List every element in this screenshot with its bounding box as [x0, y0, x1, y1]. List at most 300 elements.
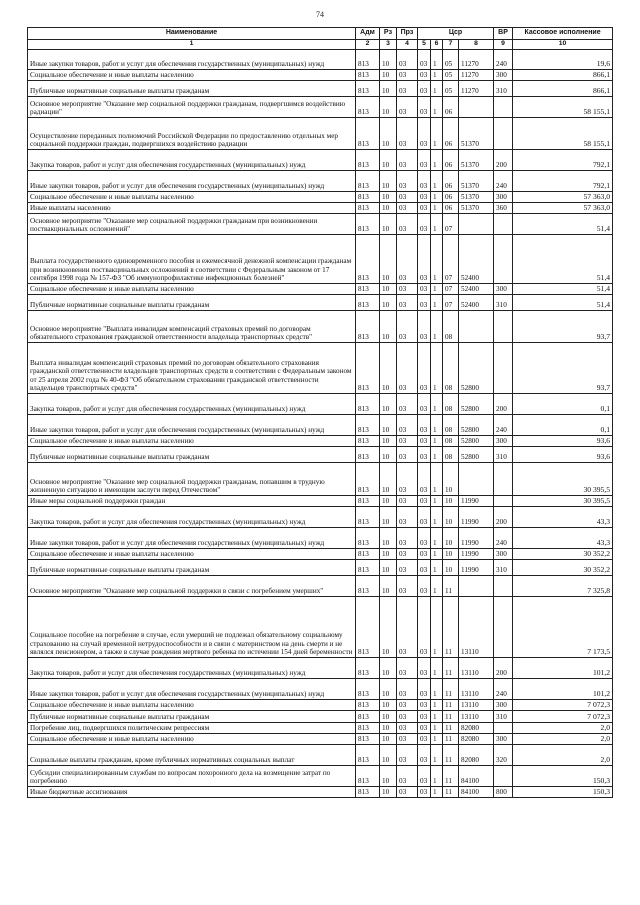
row-amount-cell: 792,1: [513, 171, 613, 192]
row-c2-cell: 1: [431, 415, 443, 436]
row-prz-cell: 03: [397, 284, 418, 295]
row-c2-cell: 1: [431, 284, 443, 295]
row-c4-cell: 84100: [459, 787, 494, 798]
row-amount-cell: 57 363,0: [513, 203, 613, 214]
row-amount-cell: 43,3: [513, 528, 613, 549]
row-c2-cell: 1: [431, 496, 443, 507]
row-c3-cell: 11: [443, 734, 459, 745]
row-amount-cell: 57 363,0: [513, 192, 613, 203]
row-adm-cell: 813: [356, 549, 380, 560]
row-prz-cell: 03: [397, 700, 418, 711]
row-rz-cell: 10: [380, 549, 397, 560]
row-c3-cell: 11: [443, 679, 459, 700]
row-rz-cell: 10: [380, 447, 397, 463]
column-number: 2: [356, 40, 380, 50]
table-row: [28, 463, 613, 496]
row-name-cell: Выплата инвалидам компенсаций страховых премий по договорам обязательного страхования гражданской ответственности владельцев транспортных средств в соответствии с Федеральным законом от 25 апреля 2002 года № 40-ФЗ "Об обязательном страховании гражданской ответственности владельцев транспортных средств": [28, 343, 356, 394]
row-amount-cell: 7 325,8: [513, 576, 613, 597]
row-c4-cell: 13110: [459, 711, 494, 723]
row-c1-cell: 03: [418, 560, 431, 576]
row-c2-cell: 1: [431, 118, 443, 150]
row-prz-cell: 03: [397, 394, 418, 415]
table-row: [28, 150, 613, 171]
row-rz-cell: 10: [380, 745, 397, 766]
row-name-cell: Закупка товаров, работ и услуг для обеспечения государственных (муниципальных) нужд: [28, 394, 356, 415]
row-vr-cell: [494, 311, 513, 343]
row-adm-cell: 813: [356, 50, 380, 70]
row-c1-cell: 03: [418, 787, 431, 798]
row-prz-cell: 03: [397, 118, 418, 150]
row-vr-cell: 300: [494, 700, 513, 711]
table-row: [28, 311, 613, 343]
row-c4-cell: 52800: [459, 343, 494, 394]
row-prz-cell: 03: [397, 787, 418, 798]
row-prz-cell: 03: [397, 597, 418, 658]
row-c3-cell: 10: [443, 560, 459, 576]
row-c3-cell: 05: [443, 70, 459, 81]
row-c4-cell: 11990: [459, 549, 494, 560]
row-vr-cell: 200: [494, 394, 513, 415]
table-row: [28, 528, 613, 549]
row-name-cell: Осуществление переданных полномочий Российской Федерации по предоставлению отдельных мер социальной поддержки граждан, подвергшихся воздействию радиации: [28, 118, 356, 150]
row-c2-cell: 1: [431, 235, 443, 284]
row-rz-cell: 10: [380, 81, 397, 97]
row-c2-cell: 1: [431, 447, 443, 463]
row-amount-cell: 30 352,2: [513, 549, 613, 560]
row-prz-cell: 03: [397, 560, 418, 576]
row-rz-cell: 10: [380, 97, 397, 118]
row-rz-cell: 10: [380, 787, 397, 798]
row-rz-cell: 10: [380, 171, 397, 192]
row-c2-cell: 1: [431, 150, 443, 171]
row-name-cell: Социальные выплаты гражданам, кроме публичных нормативных социальных выплат: [28, 745, 356, 766]
row-c3-cell: 05: [443, 50, 459, 70]
row-c4-cell: [459, 311, 494, 343]
row-rz-cell: 10: [380, 658, 397, 679]
header-prz: Прз: [397, 28, 418, 40]
row-c1-cell: 03: [418, 295, 431, 311]
row-c4-cell: 13110: [459, 597, 494, 658]
page-number: 74: [316, 10, 324, 19]
row-c3-cell: 11: [443, 766, 459, 787]
row-c1-cell: 03: [418, 81, 431, 97]
row-c3-cell: 08: [443, 343, 459, 394]
table-row: [28, 507, 613, 528]
table-row: [28, 679, 613, 700]
row-c2-cell: 1: [431, 70, 443, 81]
table-row: [28, 394, 613, 415]
row-c2-cell: 1: [431, 214, 443, 235]
row-c1-cell: 03: [418, 415, 431, 436]
table-row: [28, 295, 613, 311]
row-c4-cell: [459, 576, 494, 597]
row-adm-cell: 813: [356, 311, 380, 343]
column-number: 9: [494, 40, 513, 50]
row-adm-cell: 813: [356, 711, 380, 723]
row-c3-cell: 10: [443, 549, 459, 560]
row-c4-cell: 52800: [459, 415, 494, 436]
row-prz-cell: 03: [397, 658, 418, 679]
row-c1-cell: 03: [418, 528, 431, 549]
column-number: 8: [459, 40, 494, 50]
row-rz-cell: 10: [380, 295, 397, 311]
table-row: [28, 284, 613, 295]
row-adm-cell: 813: [356, 284, 380, 295]
row-c2-cell: 1: [431, 343, 443, 394]
row-c2-cell: 1: [431, 658, 443, 679]
row-amount-cell: 93,7: [513, 311, 613, 343]
row-c3-cell: 06: [443, 171, 459, 192]
row-c4-cell: 13110: [459, 658, 494, 679]
row-vr-cell: 300: [494, 734, 513, 745]
row-c4-cell: 52800: [459, 394, 494, 415]
row-rz-cell: 10: [380, 415, 397, 436]
row-c1-cell: 03: [418, 284, 431, 295]
row-amount-cell: 93,6: [513, 447, 613, 463]
row-c1-cell: 03: [418, 549, 431, 560]
row-c3-cell: 10: [443, 463, 459, 496]
row-c1-cell: 03: [418, 394, 431, 415]
row-c3-cell: 11: [443, 787, 459, 798]
row-c1-cell: 03: [418, 203, 431, 214]
row-c2-cell: 1: [431, 560, 443, 576]
row-prz-cell: 03: [397, 766, 418, 787]
row-name-cell: Основное мероприятие "Оказание мер социальной поддержки в связи с погребением умерших": [28, 576, 356, 597]
header-cash-execution: Кассовое исполнение: [513, 28, 613, 40]
header-rz: Рз: [380, 28, 397, 40]
row-amount-cell: 2,0: [513, 745, 613, 766]
table-row: [28, 203, 613, 214]
row-c4-cell: 82080: [459, 745, 494, 766]
row-name-cell: Публичные нормативные социальные выплаты гражданам: [28, 447, 356, 463]
row-c2-cell: 1: [431, 203, 443, 214]
row-amount-cell: 30 352,2: [513, 560, 613, 576]
row-prz-cell: 03: [397, 711, 418, 723]
row-prz-cell: 03: [397, 679, 418, 700]
row-c3-cell: 11: [443, 597, 459, 658]
row-rz-cell: 10: [380, 235, 397, 284]
row-adm-cell: 813: [356, 745, 380, 766]
row-c3-cell: 10: [443, 528, 459, 549]
row-name-cell: Социальное обеспечение и иные выплаты населению: [28, 70, 356, 81]
row-vr-cell: 200: [494, 507, 513, 528]
row-adm-cell: 813: [356, 415, 380, 436]
table-row: [28, 576, 613, 597]
row-c4-cell: 51370: [459, 171, 494, 192]
row-name-cell: Публичные нормативные социальные выплаты гражданам: [28, 81, 356, 97]
row-rz-cell: 10: [380, 734, 397, 745]
row-c3-cell: 06: [443, 203, 459, 214]
row-amount-cell: 866,1: [513, 81, 613, 97]
row-name-cell: Иные бюджетные ассигнования: [28, 787, 356, 798]
row-prz-cell: 03: [397, 70, 418, 81]
row-c1-cell: 03: [418, 343, 431, 394]
row-c3-cell: 05: [443, 81, 459, 97]
row-c3-cell: 11: [443, 576, 459, 597]
row-rz-cell: 10: [380, 150, 397, 171]
row-amount-cell: 51,4: [513, 284, 613, 295]
row-adm-cell: 813: [356, 734, 380, 745]
row-name-cell: Иные выплаты населению: [28, 203, 356, 214]
row-name-cell: Иные меры социальной поддержки граждан: [28, 496, 356, 507]
row-adm-cell: 813: [356, 436, 380, 447]
table-row: [28, 745, 613, 766]
row-c2-cell: 1: [431, 528, 443, 549]
row-amount-cell: 7 072,3: [513, 711, 613, 723]
row-vr-cell: 240: [494, 528, 513, 549]
row-c2-cell: 1: [431, 766, 443, 787]
row-name-cell: Основное мероприятие "Оказание мер социальной поддержки гражданам, попавшим в трудную жизненную ситуацию и имеющим заслуги перед Отечеством": [28, 463, 356, 496]
row-c4-cell: 84100: [459, 766, 494, 787]
header-name: Наименование: [28, 28, 356, 40]
row-c4-cell: 52800: [459, 447, 494, 463]
row-c4-cell: 11990: [459, 528, 494, 549]
row-prz-cell: 03: [397, 343, 418, 394]
row-adm-cell: 813: [356, 343, 380, 394]
row-c1-cell: 03: [418, 150, 431, 171]
row-name-cell: Закупка товаров, работ и услуг для обеспечения государственных (муниципальных) нужд: [28, 507, 356, 528]
row-adm-cell: 813: [356, 766, 380, 787]
row-prz-cell: 03: [397, 549, 418, 560]
row-rz-cell: 10: [380, 496, 397, 507]
row-prz-cell: 03: [397, 235, 418, 284]
column-number: 5: [418, 40, 431, 50]
row-vr-cell: 300: [494, 436, 513, 447]
table-row: [28, 597, 613, 658]
row-c1-cell: 03: [418, 700, 431, 711]
row-adm-cell: 813: [356, 700, 380, 711]
row-amount-cell: 150,3: [513, 787, 613, 798]
row-rz-cell: 10: [380, 203, 397, 214]
row-vr-cell: 240: [494, 415, 513, 436]
row-name-cell: Закупка товаров, работ и услуг для обеспечения государственных (муниципальных) нужд: [28, 658, 356, 679]
row-adm-cell: 813: [356, 203, 380, 214]
row-c3-cell: 06: [443, 192, 459, 203]
row-c4-cell: 11270: [459, 81, 494, 97]
row-vr-cell: [494, 576, 513, 597]
row-vr-cell: 240: [494, 171, 513, 192]
row-c2-cell: 1: [431, 171, 443, 192]
row-c3-cell: 11: [443, 658, 459, 679]
row-name-cell: Социальное обеспечение и иные выплаты населению: [28, 436, 356, 447]
row-prz-cell: 03: [397, 496, 418, 507]
row-adm-cell: 813: [356, 295, 380, 311]
row-prz-cell: 03: [397, 415, 418, 436]
row-name-cell: Социальное обеспечение и иные выплаты населению: [28, 284, 356, 295]
row-prz-cell: 03: [397, 150, 418, 171]
table-row: [28, 235, 613, 284]
row-adm-cell: 813: [356, 679, 380, 700]
row-name-cell: Погребение лиц, подвергшихся политическим репрессиям: [28, 723, 356, 734]
row-c3-cell: 10: [443, 496, 459, 507]
row-name-cell: Иные закупки товаров, работ и услуг для обеспечения государственных (муниципальных) нужд: [28, 528, 356, 549]
budget-table: [27, 27, 613, 798]
row-c4-cell: 11270: [459, 50, 494, 70]
column-number: 3: [380, 40, 397, 50]
row-amount-cell: 101,2: [513, 658, 613, 679]
row-c3-cell: 07: [443, 235, 459, 284]
row-c4-cell: 82080: [459, 734, 494, 745]
row-amount-cell: 792,1: [513, 150, 613, 171]
row-prz-cell: 03: [397, 528, 418, 549]
row-prz-cell: 03: [397, 214, 418, 235]
row-amount-cell: 58 155,1: [513, 97, 613, 118]
row-vr-cell: 320: [494, 745, 513, 766]
row-rz-cell: 10: [380, 343, 397, 394]
row-c1-cell: 03: [418, 734, 431, 745]
row-vr-cell: 240: [494, 50, 513, 70]
row-c2-cell: 1: [431, 711, 443, 723]
header-csr: Цср: [418, 28, 494, 40]
row-name-cell: Закупка товаров, работ и услуг для обеспечения государственных (муниципальных) нужд: [28, 150, 356, 171]
row-c4-cell: 52400: [459, 295, 494, 311]
row-c3-cell: 06: [443, 118, 459, 150]
row-rz-cell: 10: [380, 214, 397, 235]
row-amount-cell: 2,0: [513, 723, 613, 734]
row-vr-cell: [494, 214, 513, 235]
row-vr-cell: 200: [494, 150, 513, 171]
row-amount-cell: 2,0: [513, 734, 613, 745]
row-rz-cell: 10: [380, 70, 397, 81]
table-row: [28, 343, 613, 394]
row-name-cell: Иные закупки товаров, работ и услуг для обеспечения государственных (муниципальных) нужд: [28, 679, 356, 700]
row-adm-cell: 813: [356, 394, 380, 415]
row-amount-cell: 30 395,5: [513, 496, 613, 507]
row-rz-cell: 10: [380, 507, 397, 528]
row-vr-cell: 200: [494, 658, 513, 679]
row-amount-cell: 58 155,1: [513, 118, 613, 150]
row-vr-cell: [494, 766, 513, 787]
column-number: 7: [443, 40, 459, 50]
row-adm-cell: 813: [356, 560, 380, 576]
header-adm: Адм: [356, 28, 380, 40]
row-name-cell: Социальное обеспечение и иные выплаты населению: [28, 700, 356, 711]
row-c4-cell: 51370: [459, 203, 494, 214]
row-adm-cell: 813: [356, 97, 380, 118]
header-row: [28, 28, 613, 40]
row-c3-cell: 08: [443, 436, 459, 447]
row-amount-cell: 101,2: [513, 679, 613, 700]
row-c4-cell: 51370: [459, 118, 494, 150]
row-vr-cell: [494, 723, 513, 734]
row-prz-cell: 03: [397, 192, 418, 203]
row-c2-cell: 1: [431, 436, 443, 447]
row-c4-cell: 82080: [459, 723, 494, 734]
header-vr: ВР: [494, 28, 513, 40]
table-row: [28, 415, 613, 436]
row-c3-cell: 07: [443, 295, 459, 311]
row-prz-cell: 03: [397, 203, 418, 214]
column-number: 10: [513, 40, 613, 50]
row-name-cell: Социальное пособие на погребение в случае, если умерший не подлежал обязательному социальному страхованию на случай временной нетрудоспособности и в связи с материнством на день смерти и не являлся пенсионером, а также в случае рождения мертвого ребенка по истечении 154 дней беременности: [28, 597, 356, 658]
table-row: [28, 50, 613, 70]
row-c1-cell: 03: [418, 766, 431, 787]
row-c3-cell: 07: [443, 214, 459, 235]
row-vr-cell: 310: [494, 560, 513, 576]
row-c1-cell: 03: [418, 171, 431, 192]
row-name-cell: Основное мероприятие "Оказание мер социальной поддержки гражданам при возникновении поствакцинальных осложнений": [28, 214, 356, 235]
table-row: [28, 723, 613, 734]
table-row: [28, 766, 613, 787]
row-amount-cell: 866,1: [513, 70, 613, 81]
row-c2-cell: 1: [431, 295, 443, 311]
row-c2-cell: 1: [431, 576, 443, 597]
row-name-cell: Социальное обеспечение и иные выплаты населению: [28, 734, 356, 745]
table-row: [28, 787, 613, 798]
row-c1-cell: 03: [418, 597, 431, 658]
row-c4-cell: 11990: [459, 560, 494, 576]
row-adm-cell: 813: [356, 70, 380, 81]
row-c3-cell: 08: [443, 447, 459, 463]
row-adm-cell: 813: [356, 576, 380, 597]
row-rz-cell: 10: [380, 50, 397, 70]
row-vr-cell: [494, 597, 513, 658]
row-c1-cell: 03: [418, 679, 431, 700]
row-c4-cell: 52400: [459, 284, 494, 295]
row-adm-cell: 813: [356, 597, 380, 658]
table-row: [28, 118, 613, 150]
row-prz-cell: 03: [397, 507, 418, 528]
row-c4-cell: [459, 214, 494, 235]
row-prz-cell: 03: [397, 745, 418, 766]
row-c3-cell: 11: [443, 700, 459, 711]
row-name-cell: Публичные нормативные социальные выплаты гражданам: [28, 295, 356, 311]
table-row: [28, 436, 613, 447]
row-c1-cell: 03: [418, 711, 431, 723]
column-number: 1: [28, 40, 356, 50]
row-rz-cell: 10: [380, 528, 397, 549]
row-rz-cell: 10: [380, 560, 397, 576]
row-c2-cell: 1: [431, 463, 443, 496]
row-vr-cell: [494, 343, 513, 394]
row-prz-cell: 03: [397, 311, 418, 343]
row-amount-cell: 19,6: [513, 50, 613, 70]
row-c2-cell: 1: [431, 507, 443, 528]
row-name-cell: Публичные нормативные социальные выплаты гражданам: [28, 711, 356, 723]
row-rz-cell: 10: [380, 679, 397, 700]
row-amount-cell: 51,4: [513, 214, 613, 235]
row-c3-cell: 08: [443, 394, 459, 415]
row-name-cell: Иные закупки товаров, работ и услуг для обеспечения государственных (муниципальных) нужд: [28, 50, 356, 70]
row-amount-cell: 150,3: [513, 766, 613, 787]
row-name-cell: Социальное обеспечение и иные выплаты населению: [28, 549, 356, 560]
row-amount-cell: 51,4: [513, 295, 613, 311]
row-c2-cell: 1: [431, 394, 443, 415]
row-c4-cell: 11990: [459, 507, 494, 528]
row-name-cell: Публичные нормативные социальные выплаты гражданам: [28, 560, 356, 576]
row-c4-cell: [459, 97, 494, 118]
row-c3-cell: 08: [443, 415, 459, 436]
row-vr-cell: 300: [494, 192, 513, 203]
row-prz-cell: 03: [397, 50, 418, 70]
row-c3-cell: 06: [443, 97, 459, 118]
row-c1-cell: 03: [418, 576, 431, 597]
table-row: [28, 171, 613, 192]
table-row: [28, 97, 613, 118]
row-name-cell: Основное мероприятие "Выплата инвалидам компенсаций страховых премий по договорам обязательного страхования гражданской ответственности владельца транспортных средств": [28, 311, 356, 343]
row-c1-cell: 03: [418, 70, 431, 81]
row-c1-cell: 03: [418, 436, 431, 447]
row-c3-cell: 06: [443, 150, 459, 171]
row-adm-cell: 813: [356, 463, 380, 496]
row-vr-cell: [494, 463, 513, 496]
row-c1-cell: 03: [418, 723, 431, 734]
row-amount-cell: 0,1: [513, 415, 613, 436]
row-vr-cell: [494, 118, 513, 150]
column-number: 4: [397, 40, 418, 50]
row-prz-cell: 03: [397, 171, 418, 192]
row-vr-cell: 310: [494, 81, 513, 97]
